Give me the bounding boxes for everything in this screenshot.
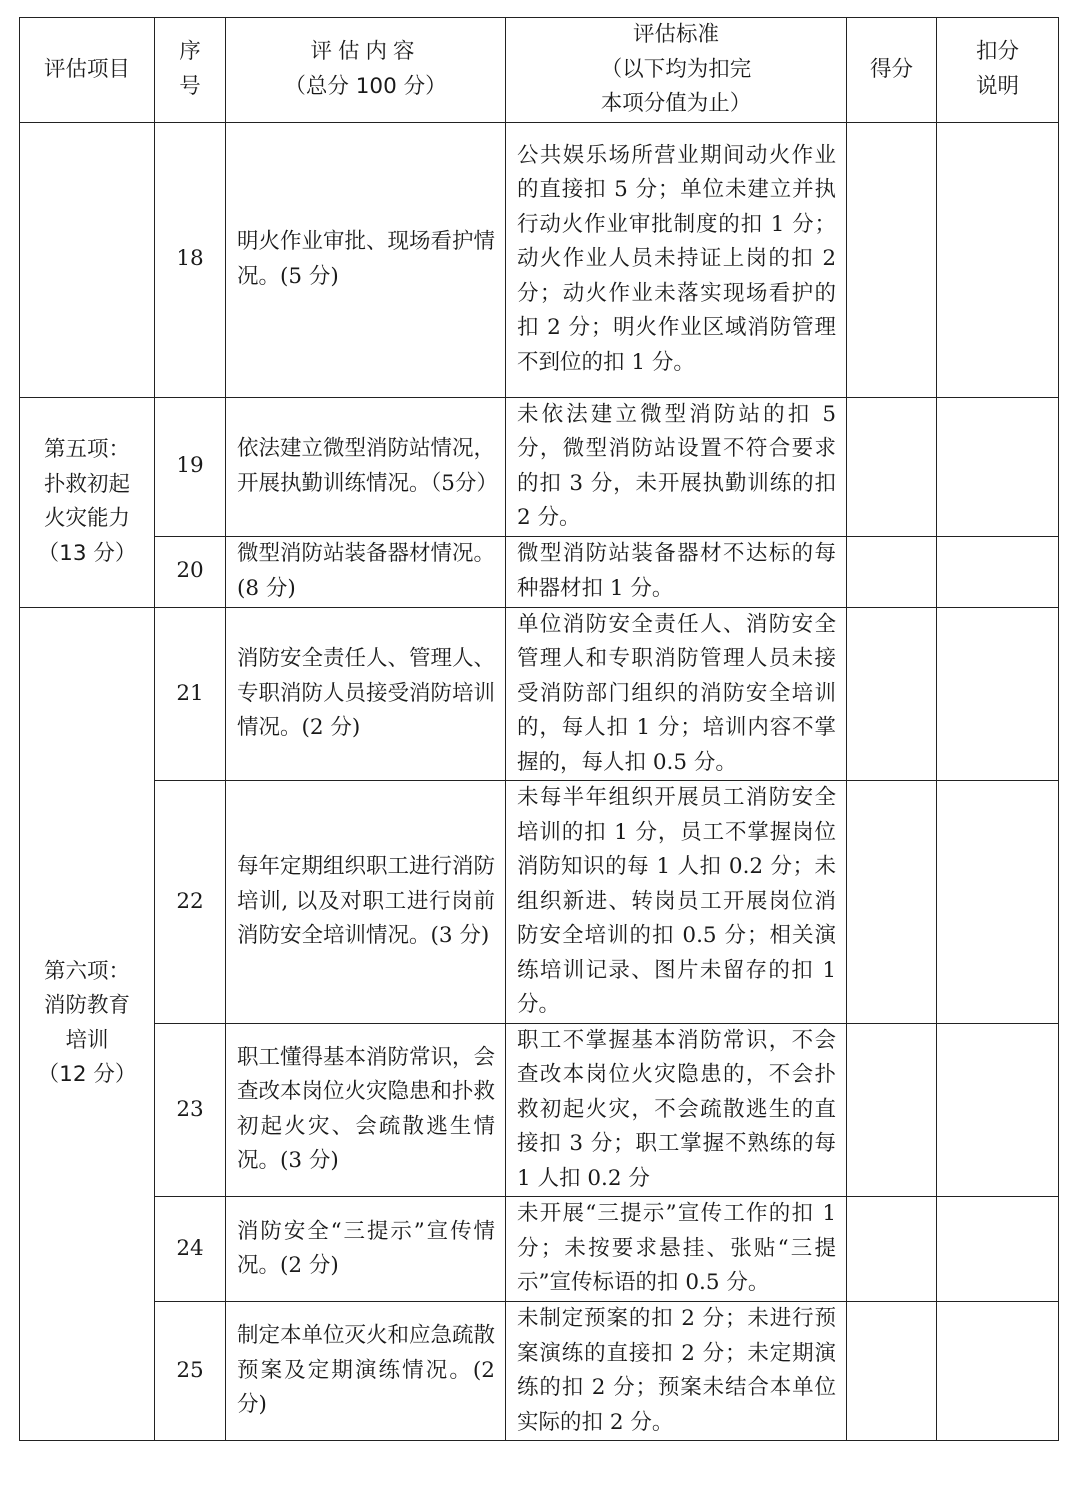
category-6: 第六项： 消防教育 培训 （12 分） <box>20 607 155 1441</box>
table-row <box>20 1197 1059 1302</box>
note-cell[interactable] <box>937 1197 1059 1302</box>
row-number: 19 <box>155 397 226 536</box>
row-number: 23 <box>155 1023 226 1197</box>
header-score: 得分 <box>847 18 937 123</box>
row-number: 24 <box>155 1197 226 1302</box>
category-cell-empty <box>20 122 155 397</box>
header-content: 评估内容 （总分 100 分） <box>226 18 506 123</box>
row-number: 25 <box>155 1302 226 1441</box>
table-row <box>20 1023 1059 1197</box>
note-cell[interactable] <box>937 122 1059 397</box>
table-row <box>20 397 1059 536</box>
score-cell[interactable] <box>847 1197 937 1302</box>
table-row <box>20 781 1059 1024</box>
header-note: 扣分 说明 <box>937 18 1059 123</box>
note-cell[interactable] <box>937 1302 1059 1441</box>
row-content: 职工懂得基本消防常识，会查改本岗位火灾隐患和扑救初起火灾、会疏散逃生情况。(3 分) <box>226 1023 506 1197</box>
row-standard: 单位消防安全责任人、消防安全管理人和专职消防管理人员未接受消防部门组织的消防安全培训的，每人扣 1 分；培训内容不掌握的，每人扣 0.5 分。 <box>506 607 847 781</box>
score-cell[interactable] <box>847 781 937 1024</box>
note-cell[interactable] <box>937 397 1059 536</box>
row-content: 消防安全责任人、管理人、专职消防人员接受消防培训情况。(2 分) <box>226 607 506 781</box>
row-content: 明火作业审批、现场看护情况。(5 分) <box>226 122 506 397</box>
row-standard: 微型消防站装备器材不达标的每种器材扣 1 分。 <box>506 536 847 607</box>
note-cell[interactable] <box>937 781 1059 1024</box>
score-cell[interactable] <box>847 536 937 607</box>
category-5: 第五项： 扑救初起 火灾能力 （13 分） <box>20 397 155 607</box>
table-row <box>20 1302 1059 1441</box>
note-cell[interactable] <box>937 607 1059 781</box>
row-standard: 职工不掌握基本消防常识，不会查改本岗位火灾隐患的，不会扑救初起火灾，不会疏散逃生的直接扣 3 分；职工掌握不熟练的每 1 人扣 0.2 分 <box>506 1023 847 1197</box>
row-number: 22 <box>155 781 226 1024</box>
row-content: 消防安全“三提示”宣传情况。(2 分) <box>226 1197 506 1302</box>
row-content: 依法建立微型消防站情况，开展执勤训练情况。（5分） <box>226 397 506 536</box>
row-content: 每年定期组织职工进行消防培训, 以及对职工进行岗前消防安全培训情况。(3 分) <box>226 781 506 1024</box>
evaluation-table <box>19 17 1059 1441</box>
row-content: 微型消防站装备器材情况。(8 分) <box>226 536 506 607</box>
row-standard: 未开展“三提示”宣传工作的扣 1 分；未按要求悬挂、张贴“三提示”宣传标语的扣 0.5 分。 <box>506 1197 847 1302</box>
header-standard: 评估标准 （以下均为扣完 本项分值为止） <box>506 18 847 123</box>
row-content: 制定本单位灭火和应急疏散预案及定期演练情况。(2 分) <box>226 1302 506 1441</box>
header-project: 评估项目 <box>20 18 155 123</box>
row-standard: 未依法建立微型消防站的扣 5 分，微型消防站设置不符合要求的扣 3 分，未开展执勤训练的扣 2 分。 <box>506 397 847 536</box>
table-row <box>20 536 1059 607</box>
row-number: 21 <box>155 607 226 781</box>
score-cell[interactable] <box>847 1302 937 1441</box>
score-cell[interactable] <box>847 1023 937 1197</box>
table-row <box>20 122 1059 397</box>
row-standard: 未制定预案的扣 2 分；未进行预案演练的直接扣 2 分；未定期演练的扣 2 分；预案未结合本单位实际的扣 2 分。 <box>506 1302 847 1441</box>
score-cell[interactable] <box>847 397 937 536</box>
table-row <box>20 607 1059 781</box>
header-no: 序 号 <box>155 18 226 123</box>
row-number: 18 <box>155 122 226 397</box>
score-cell[interactable] <box>847 122 937 397</box>
note-cell[interactable] <box>937 1023 1059 1197</box>
note-cell[interactable] <box>937 536 1059 607</box>
row-number: 20 <box>155 536 226 607</box>
row-standard: 公共娱乐场所营业期间动火作业的直接扣 5 分；单位未建立并执行动火作业审批制度的扣 1 分；动火作业人员未持证上岗的扣 2 分；动火作业未落实现场看护的扣 2 分；明火作业区域消防管理不到位的扣 1 分。 <box>506 122 847 397</box>
header-row <box>20 18 1059 123</box>
score-cell[interactable] <box>847 607 937 781</box>
row-standard: 未每半年组织开展员工消防安全培训的扣 1 分，员工不掌握岗位消防知识的每 1 人扣 0.2 分；未组织新进、转岗员工开展岗位消防安全培训的扣 0.5 分；相关演练培训记录、图片未留存的扣 1 分。 <box>506 781 847 1024</box>
